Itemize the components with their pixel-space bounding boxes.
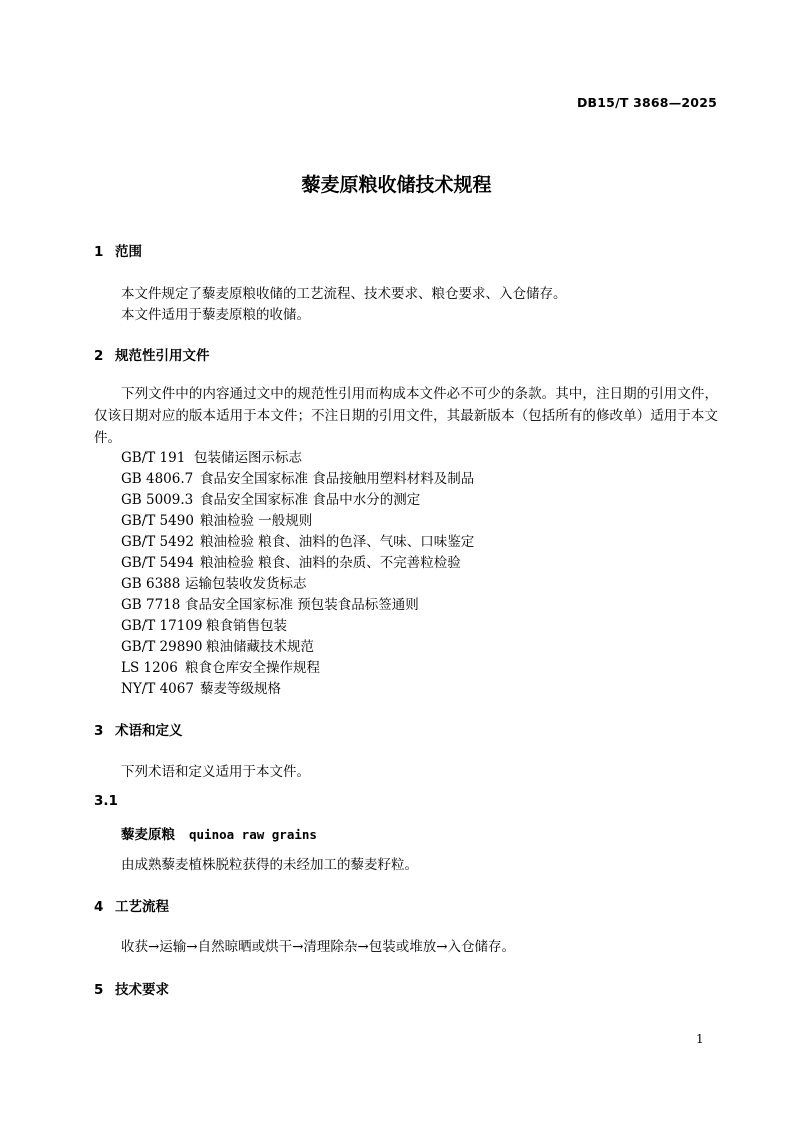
section-title: 工艺流程 <box>115 899 169 915</box>
section-number: 3 <box>94 723 104 739</box>
reference-code: GB/T 5494 <box>121 555 194 571</box>
reference-title: 粮油储藏技术规范 <box>206 639 314 655</box>
reference-item <box>121 677 281 697</box>
reference-code: GB 4806.7 <box>121 471 194 487</box>
reference-title: 粮油检验 粮食、油料的杂质、不完善粒检验 <box>200 555 461 571</box>
reference-title: 运输包装收发货标志 <box>185 576 307 592</box>
reference-title: 粮油检验 一般规则 <box>200 513 313 529</box>
reference-code: GB/T 191 <box>121 450 186 466</box>
section-number: 5 <box>94 982 104 998</box>
section-1-heading <box>94 240 142 260</box>
reference-code: NY/T 4067 <box>121 681 194 697</box>
reference-code: LS 1206 <box>121 660 178 676</box>
reference-item <box>121 572 307 592</box>
reference-item <box>121 509 312 529</box>
term-entry <box>121 823 317 843</box>
section-number: 2 <box>94 348 104 364</box>
reference-item <box>121 467 474 487</box>
section-4-heading <box>94 895 169 915</box>
reference-code: GB 7718 <box>121 597 181 613</box>
page-number: 1 <box>696 1032 704 1046</box>
section-title: 规范性引用文件 <box>115 348 210 364</box>
reference-code: GB/T 29890 <box>121 639 203 655</box>
reference-title: 粮食仓库安全操作规程 <box>185 660 320 676</box>
reference-item <box>121 656 320 676</box>
section-title: 术语和定义 <box>115 723 183 739</box>
section-2-heading <box>94 344 210 364</box>
reference-item <box>121 446 302 466</box>
scope-line-2: 本文件适用于藜麦原粮的收储。 <box>121 307 310 323</box>
section-5-heading <box>94 978 169 998</box>
section-title: 范围 <box>115 244 142 260</box>
section-number: 1 <box>94 244 104 260</box>
reference-item <box>121 635 314 655</box>
reference-item <box>121 551 461 571</box>
reference-title: 包装储运图示标志 <box>194 450 302 466</box>
reference-code: GB/T 5490 <box>121 513 194 529</box>
reference-item <box>121 488 420 508</box>
reference-item <box>121 614 287 634</box>
reference-title: 食品安全国家标准 食品接触用塑料材料及制品 <box>200 471 475 487</box>
scope-line-1: 本文件规定了藜麦原粮收储的工艺流程、技术要求、粮仓要求、入仓储存。 <box>121 286 567 302</box>
reference-title: 粮油检验 粮食、油料的色泽、气味、口味鉴定 <box>200 534 475 550</box>
process-flow: 收获→运输→自然晾晒或烘干→清理除杂→包装或堆放→入仓储存。 <box>121 939 516 955</box>
section-number: 4 <box>94 899 104 915</box>
reference-title: 食品安全国家标准 预包装食品标签通则 <box>185 597 419 613</box>
section-title: 技术要求 <box>115 982 169 998</box>
reference-code: GB/T 5492 <box>121 534 194 550</box>
reference-title: 食品安全国家标准 食品中水分的测定 <box>200 492 421 508</box>
reference-title: 粮食销售包装 <box>206 618 287 634</box>
reference-code: GB/T 17109 <box>121 618 203 634</box>
term-chinese: 藜麦原粮 <box>121 827 175 843</box>
document-code: DB15/T 3868—2025 <box>576 95 717 110</box>
section-3-heading <box>94 719 183 739</box>
reference-title: 藜麦等级规格 <box>200 681 281 697</box>
reference-item <box>121 530 474 550</box>
term-number: 3.1 <box>94 793 118 809</box>
reference-code: GB 6388 <box>121 576 181 592</box>
terms-intro: 下列术语和定义适用于本文件。 <box>121 764 310 780</box>
document-title: 藜麦原粮收储技术规程 <box>301 174 492 196</box>
term-definition: 由成熟藜麦植株脱粒获得的未经加工的藜麦籽粒。 <box>121 857 418 873</box>
reference-item <box>121 593 419 613</box>
term-english: quinoa raw grains <box>189 827 317 842</box>
reference-code: GB 5009.3 <box>121 492 194 508</box>
normative-intro: 下列文件中的内容通过文中的规范性引用而构成本文件必不可少的条款。其中，注日期的引用文件，仅该日期对应的版本适用于本文件；不注日期的引用文件，其最新版本（包括所有的修改单）适用于本文件。 <box>94 386 718 446</box>
